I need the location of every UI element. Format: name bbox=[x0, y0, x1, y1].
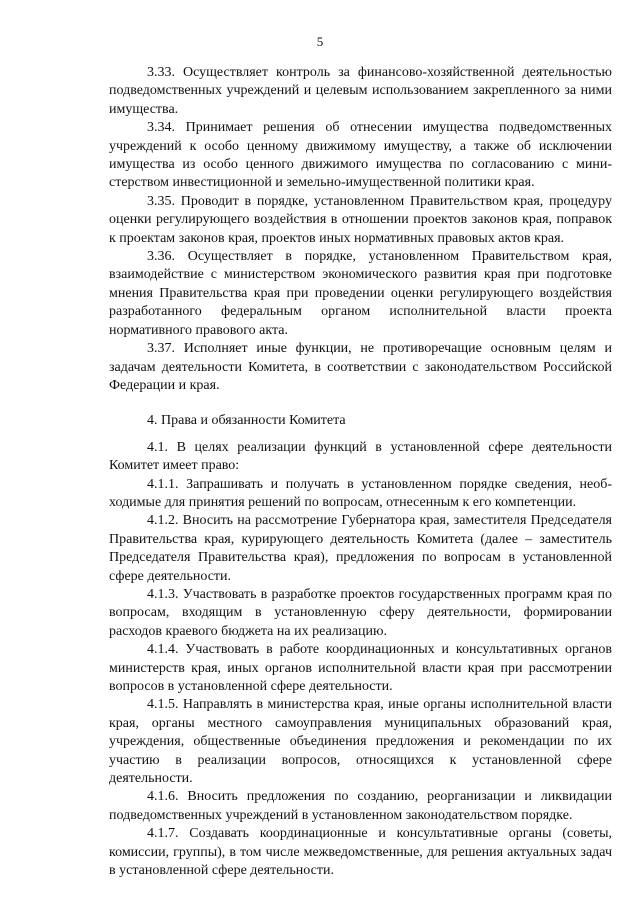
paragraph-3-36: 3.36. Осуществляет в порядке, установленном Правительством края, взаимодействие с министерством экономического развития края при подготовке мнения Правительства края при проведении оценки регулирующего воздействия разработанного федеральным органом исполнительной власти проекта нормативного правового акта. bbox=[109, 249, 612, 338]
document-body bbox=[109, 64, 612, 880]
paragraph-4-1-4: 4.1.4. Участвовать в работе координационных и консультативных органов министерств края, иных органов исполнительной власти края при рассмотрении вопросов в установленной сфере деятельности. bbox=[109, 642, 612, 694]
paragraph-3-34: 3.34. Принимает решения об отнесении имущества подведомственных учреждений к особо ценному движимому имуществу, а также об исключении имущества из особо ценного движимого имущества по согласованию с министерством инвестиционной и земельно-имущественной политики края. bbox=[109, 120, 612, 191]
paragraph-4-1-6: 4.1.6. Вносить предложения по созданию, реорганизации и ликвидации подведомственных учреждений в установленном законодательством порядке. bbox=[109, 789, 612, 823]
paragraph-3-35: 3.35. Проводит в порядке, установленном Правительством края, процедуру оценки регулирующего воздействия в отношении проектов законов края, поправок к проектам законов края, проектов иных нормативных правовых актов края. bbox=[109, 193, 612, 246]
page-number: 5 bbox=[316, 34, 324, 49]
paragraph-4-1-7: 4.1.7. Создавать координационные и консультативные органы (советы, комиссии, группы), в том числе межведомственные, для решения актуальных задач в установленной сфере деятельности. bbox=[109, 826, 612, 879]
paragraph-4-1: 4.1. В целях реализации функций в установленной сфере деятельности Комитет имеет право: bbox=[109, 439, 612, 474]
paragraph-4-1-5: 4.1.5. Направлять в министерства края, иные органы исполнительной власти края, органы местного самоуправления муниципальных образований края, учреждения, общественные объединения предложения и рекомендации по их участию в реализации вопросов, относящихся к установленной сфере деятельности. bbox=[109, 697, 612, 787]
paragraph-3-37: 3.37. Исполняет иные функции, не противоречащие основным целям и задачам деятельности Комитета, в соответствии с законодательством Российской Федерации и края. bbox=[109, 341, 612, 393]
paragraph-4-1-1: 4.1.1. Запрашивать и получать в установленном порядке сведения, необходимые для принятия решений по вопросам, отнесенным к его компетенции. bbox=[109, 476, 612, 510]
section-heading: 4. Права и обязанности Комитета bbox=[147, 413, 346, 429]
paragraph-4-1-2: 4.1.2. Вносить на рассмотрение Губернатора края, заместителя Председателя Правительства края, курирующего деятельность Комитета (далее – заместитель Председателя Правительства края), предложения по вопросам в установленной сфере деятельности. bbox=[109, 513, 612, 584]
paragraph-4-1-3: 4.1.3. Участвовать в разработке проектов государственных программ края по вопросам, входящим в установленную сферу деятельности, формировании расходов краевого бюджета на их реализацию. bbox=[109, 586, 612, 639]
paragraph-3-33: 3.33. Осуществляет контроль за финансово-хозяйственной деятельностью подведомственных учреждений и целевым использованием закрепленного за ними имущества. bbox=[109, 65, 612, 117]
